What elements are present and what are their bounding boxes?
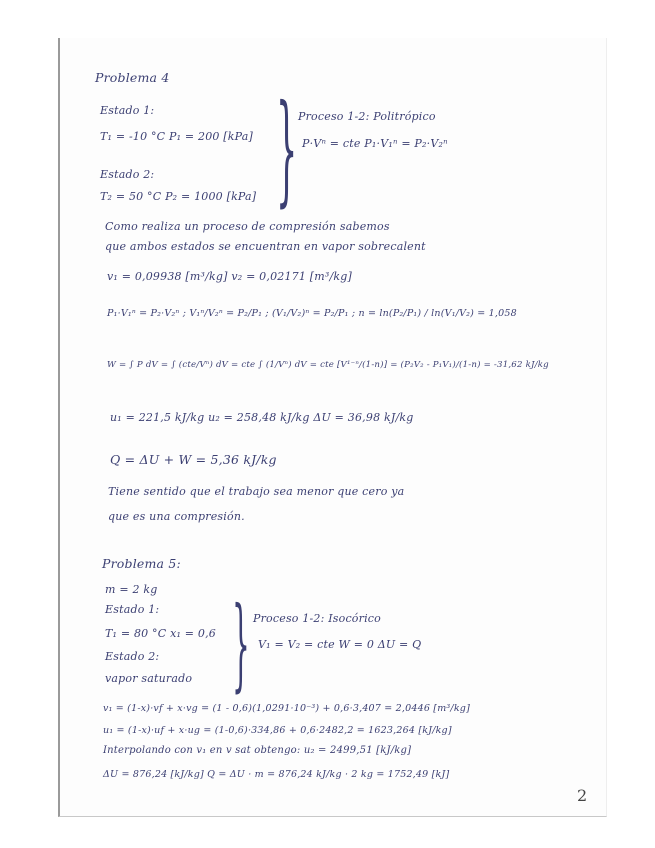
p4-n-equation: P₁·V₁ⁿ = P₂·V₂ⁿ ; V₁ⁿ/V₂ⁿ = P₂/P₁ ; (V₁/V₂)ⁿ = P₂/P₁ ; n = ln(P₂/P₁) / ln(V₁/V₂) = 1,058 (107, 308, 517, 319)
p4-internal-energies: u₁ = 221,5 kJ/kg u₂ = 258,48 kJ/kg ΔU = 36,98 kJ/kg (110, 411, 414, 424)
p5-final-result: ΔU = 876,24 [kJ/kg] Q = ΔU · m = 876,24 kJ/kg · 2 kg = 1752,49 [kJ] (103, 769, 450, 780)
notebook-page (58, 38, 607, 817)
p5-v1-calculation: v₁ = (1-x)·vf + x·vg = (1 - 0,6)(1,0291·10⁻³) + 0,6·3,407 = 2,0446 [m³/kg] (103, 703, 470, 714)
p4-state1-values: T₁ = -10 °C P₁ = 200 [kPa] (100, 130, 254, 143)
p4-state1-label: Estado 1: (100, 104, 155, 117)
p4-conclusion-line1: Tiene sentido que el trabajo sea menor que cero ya (108, 485, 405, 498)
p4-heat-result: Q = ΔU + W = 5,36 kJ/kg (110, 452, 277, 467)
p4-state2-values: T₂ = 50 °C P₂ = 1000 [kPa] (100, 190, 257, 203)
p5-state2-label: Estado 2: (105, 650, 160, 663)
p5-process-equation: V₁ = V₂ = cte W = 0 ΔU = Q (258, 638, 422, 651)
p5-brace: } (232, 585, 250, 702)
p5-interpolation: Interpolando con v₁ en v sat obtengo: u₂ = 2499,51 [kJ/kg] (103, 745, 412, 756)
p4-process-title: Proceso 1-2: Politrópico (298, 110, 436, 123)
problem4-title: Problema 4 (95, 70, 170, 85)
p4-statement-line2: que ambos estados se encuentran en vapor sobrecalent (105, 240, 426, 253)
p5-process-title: Proceso 1-2: Isocórico (253, 612, 381, 625)
problem5-title: Problema 5: (102, 556, 181, 571)
p5-state1-label: Estado 1: (105, 603, 160, 616)
page-number: 2 (577, 786, 588, 805)
p4-statement-line1: Como realiza un proceso de compresión sabemos (105, 220, 390, 233)
p4-process-equation: P·Vⁿ = cte P₁·V₁ⁿ = P₂·V₂ⁿ (302, 137, 448, 150)
p5-mass: m = 2 kg (105, 583, 158, 596)
p4-state2-label: Estado 2: (100, 168, 155, 181)
p5-state1-values: T₁ = 80 °C x₁ = 0,6 (105, 627, 216, 640)
p4-brace: } (276, 80, 298, 219)
p5-u1-calculation: u₁ = (1-x)·uf + x·ug = (1-0,6)·334,86 + 0,6·2482,2 = 1623,264 [kJ/kg] (103, 725, 452, 736)
p4-work-equation: W = ∫ P dV = ∫ (cte/Vⁿ) dV = cte ∫ (1/Vⁿ) dV = cte [V¹⁻ⁿ/(1-n)] = (P₂V₂ - P₁V₁)/(1-n) = -31,62 kJ/kg (107, 360, 549, 370)
p4-conclusion-line2: que es una compresión. (108, 510, 245, 523)
p4-specific-volumes: v₁ = 0,09938 [m³/kg] v₂ = 0,02171 [m³/kg] (107, 270, 353, 283)
p5-state2-values: vapor saturado (105, 672, 193, 685)
